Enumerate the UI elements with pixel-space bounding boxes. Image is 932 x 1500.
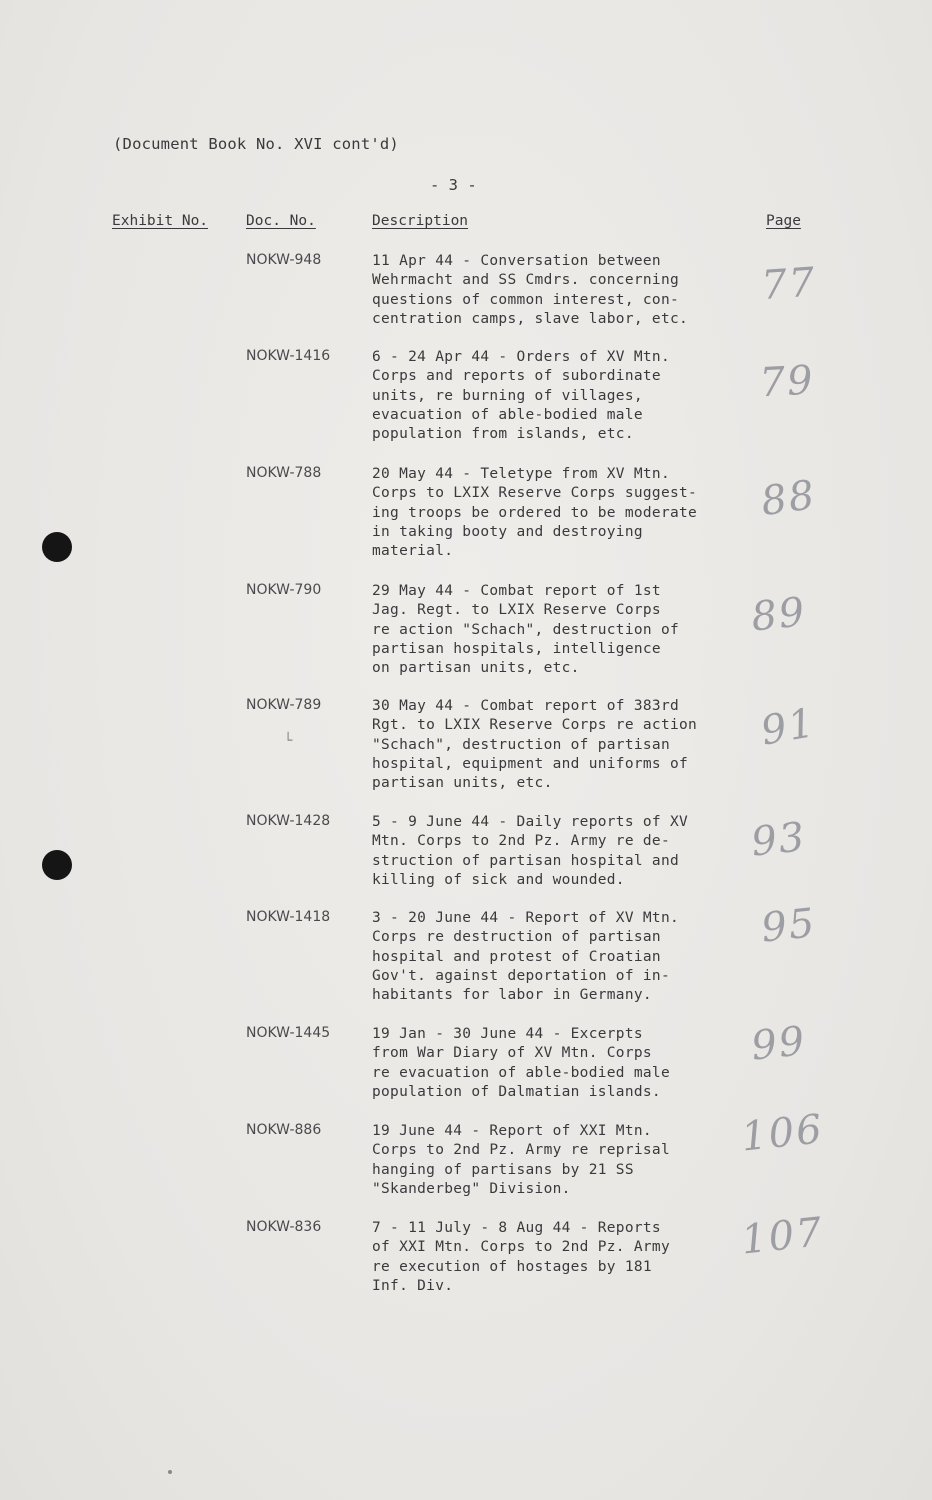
description-line: 20 May 44 - Teletype from XV Mtn. bbox=[372, 466, 670, 482]
entry-description bbox=[372, 465, 732, 561]
description-line: hanging of partisans by 21 SS bbox=[372, 1161, 634, 1178]
description-line: population from islands, etc. bbox=[372, 426, 634, 443]
doc-number: NOKW-948 bbox=[246, 252, 322, 268]
description-line: Rgt. to LXIX Reserve Corps re action bbox=[372, 717, 698, 734]
description-line: 19 Jan - 30 June 44 - Excerpts bbox=[372, 1026, 643, 1042]
page-number: - 3 - bbox=[430, 176, 477, 194]
description-line: population of Dalmatian islands. bbox=[372, 1083, 661, 1100]
description-line: 30 May 44 - Combat report of 383rd bbox=[372, 698, 680, 714]
column-header-description: Description bbox=[372, 213, 469, 229]
description-line: Wehrmacht and SS Cmdrs. concerning bbox=[372, 272, 680, 289]
description-line: Mtn. Corps to 2nd Pz. Army re de- bbox=[372, 833, 670, 850]
doc-number: NOKW-886 bbox=[246, 1122, 322, 1138]
doc-number: NOKW-1418 bbox=[246, 909, 331, 925]
description-line: Inf. Div. bbox=[372, 1277, 454, 1294]
handwritten-page-number: 89 bbox=[749, 589, 809, 641]
column-header-exhibit: Exhibit No. bbox=[112, 213, 209, 229]
doc-number: NOKW-836 bbox=[246, 1219, 322, 1235]
doc-number: NOKW-789 bbox=[246, 697, 322, 713]
document-book-title: (Document Book No. XVI cont'd) bbox=[113, 135, 399, 153]
handwritten-page-number: 88 bbox=[758, 471, 820, 526]
handwritten-page-number: 106 bbox=[739, 1106, 826, 1161]
description-line: ing troops be ordered to be moderate bbox=[372, 504, 698, 521]
description-line: habitants for labor in Germany. bbox=[372, 987, 652, 1004]
handwritten-page-number: 93 bbox=[749, 814, 809, 866]
description-line: 29 May 44 - Combat report of 1st bbox=[372, 583, 661, 599]
pencil-mark: └ bbox=[284, 733, 293, 749]
description-line: units, re burning of villages, bbox=[372, 387, 643, 404]
description-line: in taking booty and destroying bbox=[372, 523, 643, 540]
doc-number: NOKW-790 bbox=[246, 582, 322, 598]
handwritten-page-number: 91 bbox=[757, 699, 820, 755]
description-line: hospital and protest of Croatian bbox=[372, 948, 661, 965]
description-line: Corps and reports of subordinate bbox=[372, 368, 661, 385]
description-line: re action "Schach", destruction of bbox=[372, 621, 680, 638]
entry-description bbox=[372, 813, 732, 890]
handwritten-page-number: 95 bbox=[759, 900, 819, 952]
handwritten-page-number: 79 bbox=[758, 357, 816, 407]
description-line: 7 - 11 July - 8 Aug 44 - Reports bbox=[372, 1220, 661, 1236]
speck bbox=[168, 1470, 172, 1474]
description-line: re evacuation of able-bodied male bbox=[372, 1064, 670, 1081]
description-line: from War Diary of XV Mtn. Corps bbox=[372, 1045, 652, 1062]
description-line: of XXI Mtn. Corps to 2nd Pz. Army bbox=[372, 1239, 670, 1256]
description-line: "Skanderbeg" Division. bbox=[372, 1180, 571, 1197]
entry-description bbox=[372, 1219, 732, 1296]
description-line: evacuation of able-bodied male bbox=[372, 406, 643, 423]
entry-description bbox=[372, 697, 732, 793]
description-line: Gov't. against deportation of in- bbox=[372, 967, 670, 984]
description-line: struction of partisan hospital and bbox=[372, 852, 680, 869]
description-line: material. bbox=[372, 543, 454, 560]
column-header-page: Page bbox=[766, 213, 801, 229]
punch-hole bbox=[42, 850, 72, 880]
description-line: re execution of hostages by 181 bbox=[372, 1258, 652, 1275]
description-line: 19 June 44 - Report of XXI Mtn. bbox=[372, 1123, 652, 1139]
description-line: Jag. Regt. to LXIX Reserve Corps bbox=[372, 602, 661, 619]
description-line: killing of sick and wounded. bbox=[372, 871, 625, 888]
description-line: on partisan units, etc. bbox=[372, 660, 580, 677]
description-line: Corps to LXIX Reserve Corps suggest- bbox=[372, 485, 698, 502]
doc-number: NOKW-1416 bbox=[246, 348, 331, 364]
description-line: Corps re destruction of partisan bbox=[372, 929, 661, 946]
description-line: partisan units, etc. bbox=[372, 775, 553, 792]
handwritten-page-number: 107 bbox=[739, 1209, 826, 1264]
entry-description bbox=[372, 1122, 732, 1199]
description-line: 6 - 24 Apr 44 - Orders of XV Mtn. bbox=[372, 349, 670, 365]
entry-description bbox=[372, 1025, 732, 1102]
description-line: Corps to 2nd Pz. Army re reprisal bbox=[372, 1142, 670, 1159]
entry-description bbox=[372, 909, 732, 1005]
doc-number: NOKW-1428 bbox=[246, 813, 331, 829]
handwritten-page-number: 77 bbox=[760, 259, 818, 310]
handwritten-page-number: 99 bbox=[749, 1018, 809, 1070]
entry-description bbox=[372, 582, 732, 678]
punch-hole bbox=[42, 532, 72, 562]
column-header-doc: Doc. No. bbox=[246, 213, 316, 229]
description-line: partisan hospitals, intelligence bbox=[372, 640, 661, 657]
description-line: "Schach", destruction of partisan bbox=[372, 736, 670, 753]
description-line: 5 - 9 June 44 - Daily reports of XV bbox=[372, 814, 689, 830]
doc-number: NOKW-1445 bbox=[246, 1025, 331, 1041]
entry-description bbox=[372, 252, 732, 329]
description-line: centration camps, slave labor, etc. bbox=[372, 310, 689, 327]
description-line: hospital, equipment and uniforms of bbox=[372, 755, 689, 772]
description-line: 11 Apr 44 - Conversation between bbox=[372, 253, 661, 269]
description-line: 3 - 20 June 44 - Report of XV Mtn. bbox=[372, 910, 680, 926]
description-line: questions of common interest, con- bbox=[372, 291, 680, 308]
entry-description bbox=[372, 348, 732, 444]
doc-number: NOKW-788 bbox=[246, 465, 322, 481]
